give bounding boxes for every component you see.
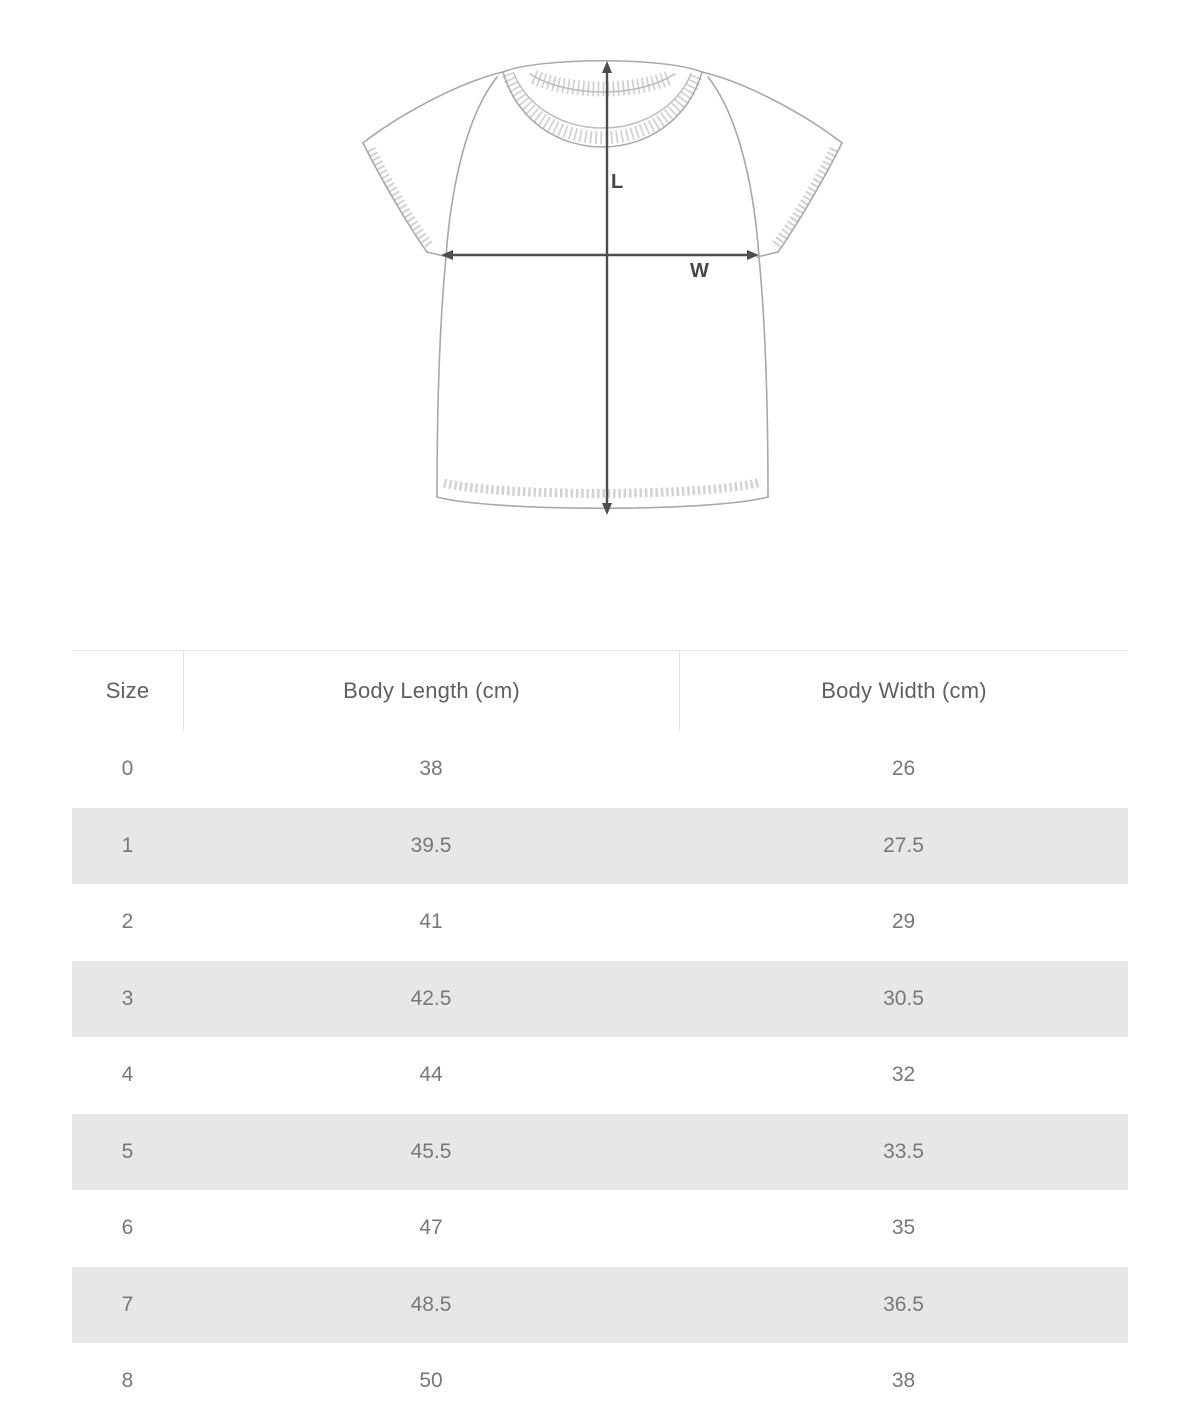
body-width-cell: 33.5	[883, 1139, 924, 1163]
table-row	[72, 884, 1128, 961]
size-cell: 0	[121, 757, 134, 781]
length-arrow	[602, 61, 612, 515]
width-label: W	[690, 260, 709, 282]
body-width-cell: 30.5	[883, 986, 924, 1010]
tshirt-diagram	[340, 40, 860, 540]
body-length-cell: 38	[419, 757, 443, 781]
size-cell: 8	[121, 1369, 134, 1393]
table-row	[72, 731, 1128, 808]
body-width-cell: 36.5	[883, 1292, 924, 1316]
size-cell: 1	[121, 833, 134, 857]
size-cell: 2	[121, 910, 134, 934]
body-width-cell: 38	[891, 1369, 916, 1393]
size-cell: 6	[121, 1216, 134, 1240]
body-width-cell: 35	[891, 1216, 916, 1240]
size-cell: 7	[121, 1292, 134, 1316]
table-row	[72, 1037, 1128, 1114]
body-length-cell: 50	[419, 1369, 443, 1393]
table-row	[72, 1114, 1128, 1191]
table-row	[72, 1267, 1128, 1344]
size-cell: 3	[121, 986, 134, 1010]
size-guide-figure	[0, 0, 1200, 640]
body-width-cell: 27.5	[883, 833, 924, 857]
stitching-texture	[371, 74, 834, 493]
body-length-cell: 44	[419, 1063, 443, 1087]
size-cell: 4	[121, 1063, 134, 1087]
size-cell: 5	[121, 1139, 134, 1163]
body-width-cell: 29	[891, 910, 916, 934]
size-chart-table	[72, 650, 1128, 1420]
body-length-cell: 42.5	[410, 986, 452, 1010]
body-width-cell: 32	[891, 1063, 916, 1087]
body-length-cell: 39.5	[410, 833, 452, 857]
tshirt-outline	[363, 72, 842, 508]
body-length-cell: 41	[419, 910, 443, 934]
table-header-row	[72, 650, 1128, 731]
body-length-cell: 47	[419, 1216, 443, 1240]
body-length-cell: 45.5	[410, 1139, 452, 1163]
header-body-width: Body Width (cm)	[679, 651, 1128, 731]
table-row	[72, 1190, 1128, 1267]
body-length-cell: 48.5	[410, 1292, 452, 1316]
table-row	[72, 1343, 1128, 1420]
header-body-length: Body Length (cm)	[183, 651, 679, 731]
body-width-cell: 26	[891, 757, 916, 781]
table-row	[72, 961, 1128, 1038]
table-row	[72, 808, 1128, 885]
header-size: Size	[105, 678, 150, 703]
width-arrow	[441, 250, 759, 260]
length-label: L	[611, 171, 624, 193]
